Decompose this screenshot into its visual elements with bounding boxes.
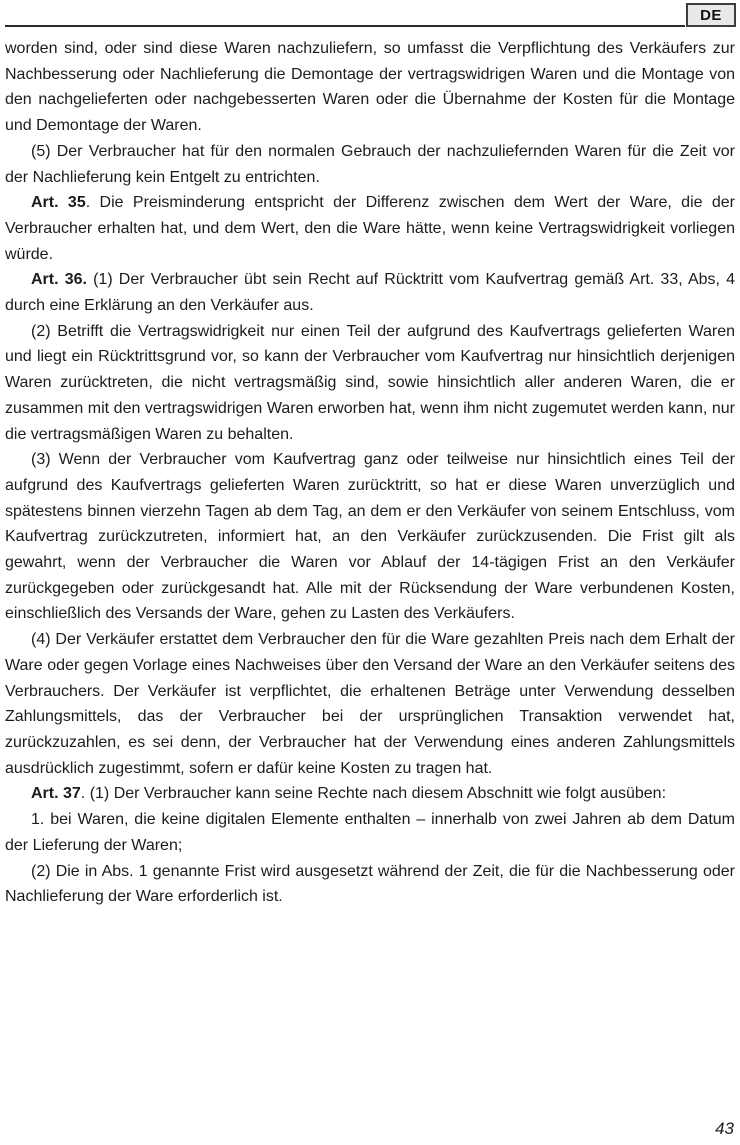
paragraph — [5, 447, 735, 627]
paragraph-text: (5) Der Verbraucher hat für den normalen Gebrauch der nachzuliefernden Waren für die Zeit vor der Nachlieferung kein Entgelt zu entrichten. — [5, 142, 735, 186]
paragraph-text: (4) Der Verkäufer erstattet dem Verbraucher den für die Ware gezahlten Preis nach dem Erhalt der Ware oder gegen Vorlage eines Nachweises über den Versand der Ware an den Verkäufer seitens des Verbrauchers. Der Verkäufer ist verpflichtet, die erhaltenen Beträge unter Verwendung desselben Zahlungsmittels, das der Verbraucher bei der ursprünglichen Transaktion verwendet hat, zurückzuzahlen, es sei denn, der Verbraucher hat der Verwendung eines anderen Zahlungsmittels ausdrücklich zugestimmt, sofern er dafür keine Kosten zu tragen hat. — [5, 631, 735, 777]
paragraph — [5, 139, 735, 190]
paragraph — [5, 807, 735, 858]
paragraph — [5, 859, 735, 910]
paragraph-text: 1. bei Waren, die keine digitalen Elemente enthalten – innerhalb von zwei Jahren ab dem Datum der Lieferung der Waren; — [5, 811, 735, 854]
paragraph-text: (2) Betrifft die Vertragswidrigkeit nur einen Teil der aufgrund des Kaufvertrags gelieferten Waren und liegt ein Rücktrittsgrund vor, so kann der Verbraucher vom Kaufvertrag nur hinsichtlich derjenigen Waren zurücktreten, die nicht vertragsmäßig sind, sowie hinsichtlich aller anderen Waren, die er zusammen mit den vertragswidrigen Waren erworben hat, wenn ihm nicht zugemutet werden kann, nur die vertragsmäßigen Waren zu behalten. — [5, 322, 735, 443]
paragraph — [5, 781, 735, 807]
paragraph-text: . (1) Der Verbraucher kann seine Rechte nach diesem Abschnitt wie folgt ausüben: — [80, 785, 667, 803]
language-badge-label: DE — [700, 6, 722, 24]
paragraph — [5, 267, 735, 318]
header-rule — [5, 25, 685, 27]
paragraph — [5, 319, 735, 448]
page-number: 43 — [715, 1119, 734, 1138]
paragraph-text: . Die Preisminderung entspricht der Differenz zwischen dem Wert der Ware, die der Verbraucher erhalten hat, und dem Wert, den die Ware hätte, wenn keine Vertragswidrigkeit vorliegen würde. — [5, 194, 736, 263]
paragraph-lead-bold: Art. 35 — [31, 194, 86, 212]
paragraph — [5, 36, 735, 139]
document-text-body — [5, 36, 735, 910]
paragraph — [5, 190, 735, 267]
paragraph-text: (1) Der Verbraucher übt sein Recht auf Rücktritt vom Kaufvertrag gemäß Art. 33, Abs, 4 durch eine Erklärung an den Verkäufer aus. — [5, 271, 735, 315]
paragraph-text: worden sind, oder sind diese Waren nachzuliefern, so umfasst die Verpflichtung des Verkäufers zur Nachbesserung oder Nachlieferung die Demontage der vertragswidrigen Waren und die Montage von den nachgelieferten oder nachgebesserten Waren oder die Übernahme der Kosten für die Montage und Demontage der Waren. — [5, 40, 735, 135]
paragraph — [5, 627, 735, 781]
paragraph-lead-bold: Art. 36. — [31, 271, 87, 289]
language-badge — [686, 3, 736, 27]
paragraph-text: (3) Wenn der Verbraucher vom Kaufvertrag ganz oder teilweise nur hinsichtlich eines Teil der aufgrund des Kaufvertrags gelieferten Waren zurücktritt, so hat er diese Waren unverzüglich und spätestens binnen vierzehn Tagen ab dem Tag, an dem er den Verkäufer von seinem Entschluss, vom Kaufvertrag zurückzutreten, informiert hat, an den Verkäufer zurückzusenden. Die Frist gilt als gewahrt, wenn der Verbraucher die Waren vor Ablauf der 14-tägigen Frist an den Verkäufer zurückgegeben oder zurückgesandt hat. Alle mit der Rücksendung der Ware verbundenen Kosten, einschließlich des Versands der Ware, gehen zu Lasten des Verkäufers. — [5, 451, 735, 623]
paragraph-text: (2) Die in Abs. 1 genannte Frist wird ausgesetzt während der Zeit, die für die Nachbesserung oder Nachlieferung der Ware erforderlich ist. — [5, 862, 735, 906]
paragraph-lead-bold: Art. 37 — [31, 785, 81, 803]
